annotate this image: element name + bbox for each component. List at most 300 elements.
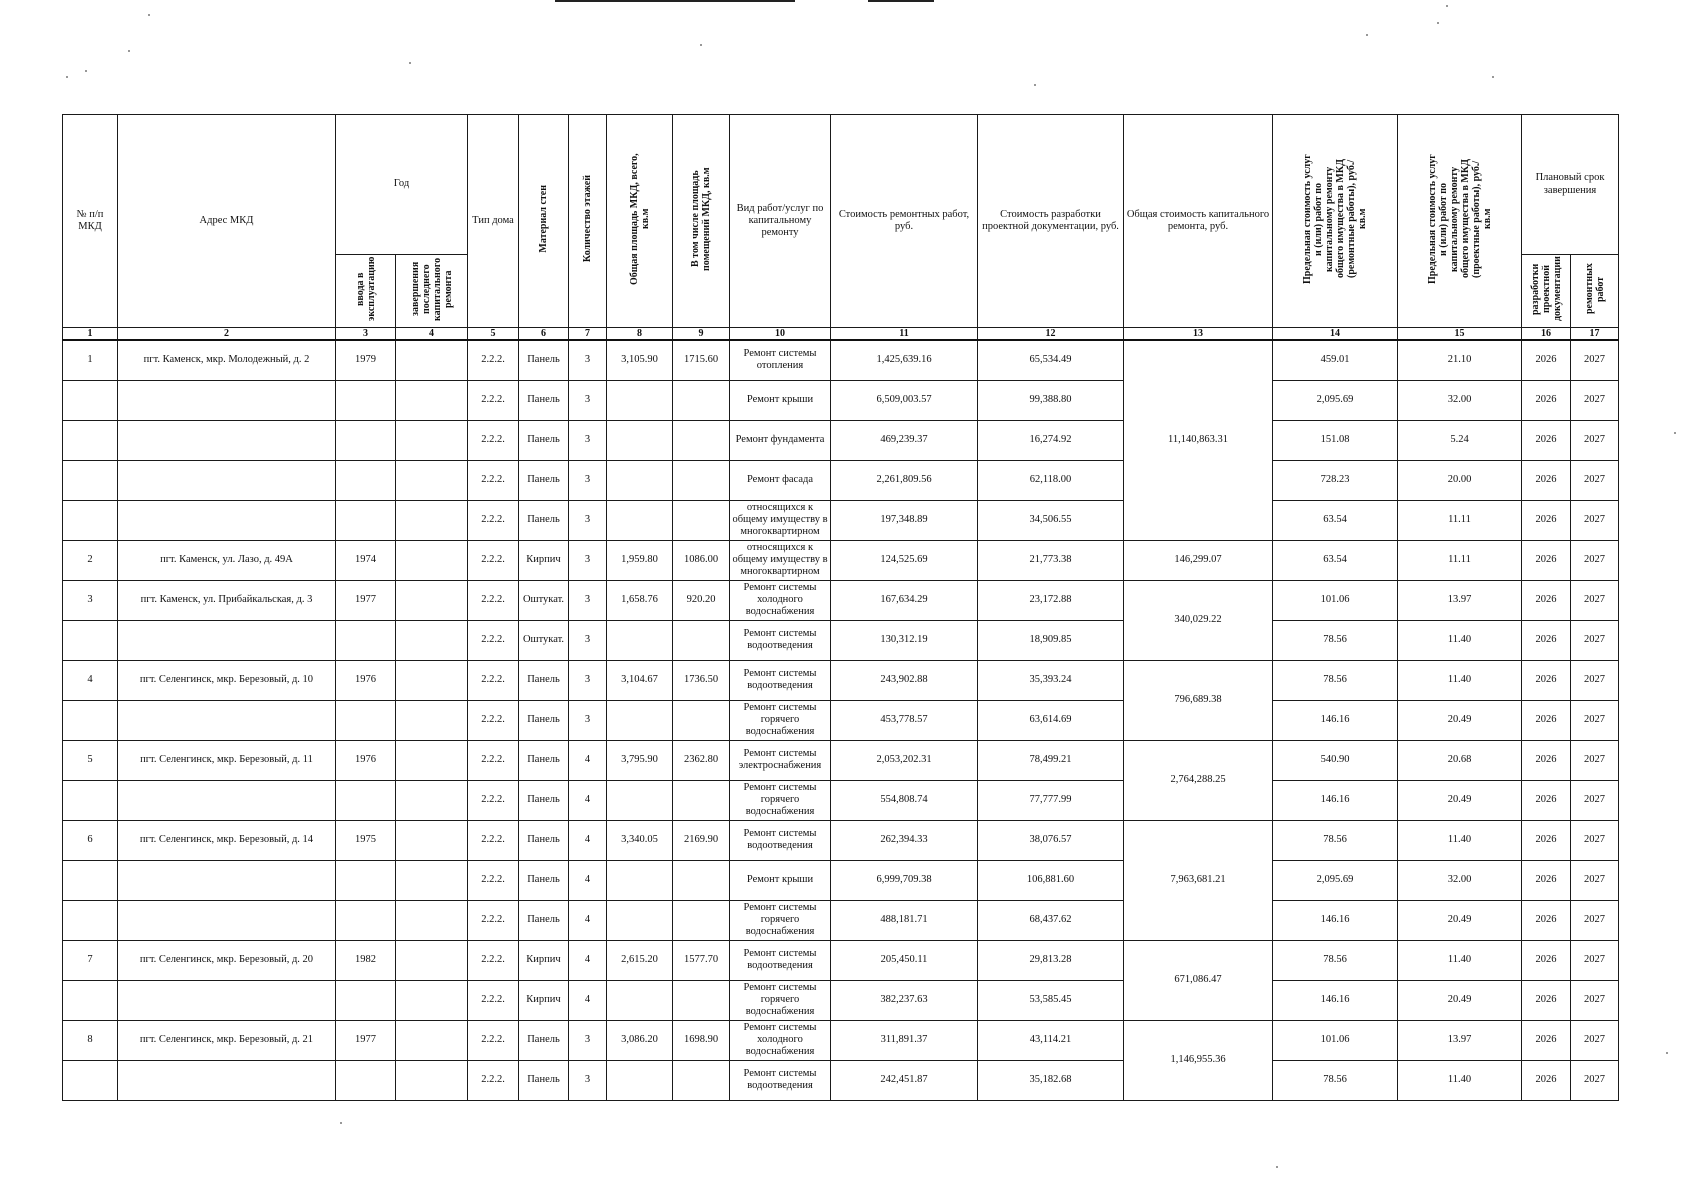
- work-type-cell: Ремонт фундамента: [730, 420, 831, 460]
- table-row: [63, 620, 1619, 660]
- work-type-cell: относящихся к общему имуществу в многоквартирном: [730, 540, 831, 580]
- year-last-repair-cell: [396, 1020, 468, 1060]
- col-number: 2: [118, 328, 336, 341]
- address-cell: пгт. Селенгинск, мкр. Березовый, д. 21: [118, 1020, 336, 1060]
- col-header-deadline-works: ремонтных работ: [1571, 255, 1619, 328]
- deadline-works-cell: 2027: [1571, 340, 1619, 380]
- col-header-year-last-repair: завершения последнего капитального ремонта: [396, 255, 468, 328]
- col-header-deadline-design: разработки проектной документации: [1522, 255, 1571, 328]
- total-cost-cell: 146,299.07: [1124, 540, 1273, 580]
- table-row: [63, 420, 1619, 460]
- wall-material-cell: Кирпич: [519, 540, 569, 580]
- col-header-work-type: Вид работ/услуг по капитальному ремонту: [730, 115, 831, 328]
- table-row: [63, 460, 1619, 500]
- floors-cell: 4: [569, 780, 607, 820]
- repair-cost-cell: 311,891.37: [831, 1020, 978, 1060]
- premises-area-cell: [673, 700, 730, 740]
- year-last-repair-cell: [396, 500, 468, 540]
- table-row: [63, 780, 1619, 820]
- limit-repair-cell: 146.16: [1273, 900, 1398, 940]
- total-cost-cell: 2,764,288.25: [1124, 740, 1273, 820]
- col-number: 12: [978, 328, 1124, 341]
- limit-repair-cell: 78.56: [1273, 660, 1398, 700]
- repair-cost-cell: 6,509,003.57: [831, 380, 978, 420]
- limit-repair-cell: 78.56: [1273, 940, 1398, 980]
- col-number: 1: [63, 328, 118, 341]
- house-type-cell: 2.2.2.: [468, 980, 519, 1020]
- work-type-cell: относящихся к общему имуществу в многоквартирном: [730, 500, 831, 540]
- scan-speck: [1366, 34, 1368, 36]
- scan-speck: [1674, 432, 1676, 434]
- year-last-repair-cell: [396, 660, 468, 700]
- wall-material-cell: Панель: [519, 500, 569, 540]
- limit-design-cell: 5.24: [1398, 420, 1522, 460]
- total-cost-cell: 796,689.38: [1124, 660, 1273, 740]
- total-area-cell: [607, 420, 673, 460]
- floors-cell: 3: [569, 540, 607, 580]
- limit-design-cell: 20.49: [1398, 980, 1522, 1020]
- year-commission-cell: [336, 380, 396, 420]
- deadline-design-cell: 2026: [1522, 420, 1571, 460]
- limit-repair-cell: 2,095.69: [1273, 860, 1398, 900]
- premises-area-cell: 1736.50: [673, 660, 730, 700]
- wall-material-cell: Панель: [519, 1020, 569, 1060]
- work-type-cell: Ремонт крыши: [730, 860, 831, 900]
- address-cell: пгт. Селенгинск, мкр. Березовый, д. 14: [118, 820, 336, 860]
- scan-speck: [85, 70, 87, 72]
- work-type-cell: Ремонт крыши: [730, 380, 831, 420]
- address-cell: пгт. Селенгинск, мкр. Березовый, д. 11: [118, 740, 336, 780]
- limit-design-cell: 21.10: [1398, 340, 1522, 380]
- total-area-cell: 1,959.80: [607, 540, 673, 580]
- deadline-design-cell: 2026: [1522, 660, 1571, 700]
- limit-repair-cell: 540.90: [1273, 740, 1398, 780]
- year-last-repair-cell: [396, 780, 468, 820]
- premises-area-cell: 2362.80: [673, 740, 730, 780]
- premises-area-cell: 1086.00: [673, 540, 730, 580]
- floors-cell: 4: [569, 860, 607, 900]
- wall-material-cell: Панель: [519, 340, 569, 380]
- col-number: 7: [569, 328, 607, 341]
- floors-cell: 3: [569, 620, 607, 660]
- wall-material-cell: Панель: [519, 860, 569, 900]
- limit-repair-cell: 146.16: [1273, 780, 1398, 820]
- scan-speck: [128, 50, 130, 52]
- year-last-repair-cell: [396, 1060, 468, 1100]
- premises-area-cell: 1698.90: [673, 1020, 730, 1060]
- row-number-cell: [63, 780, 118, 820]
- total-area-cell: [607, 700, 673, 740]
- design-cost-cell: 21,773.38: [978, 540, 1124, 580]
- deadline-works-cell: 2027: [1571, 980, 1619, 1020]
- address-cell: [118, 780, 336, 820]
- premises-area-cell: [673, 380, 730, 420]
- repair-cost-cell: 554,808.74: [831, 780, 978, 820]
- house-type-cell: 2.2.2.: [468, 340, 519, 380]
- limit-design-cell: 13.97: [1398, 1020, 1522, 1060]
- premises-area-cell: 2169.90: [673, 820, 730, 860]
- col-number: 3: [336, 328, 396, 341]
- year-commission-cell: [336, 460, 396, 500]
- work-type-cell: Ремонт фасада: [730, 460, 831, 500]
- row-number-cell: [63, 620, 118, 660]
- house-type-cell: 2.2.2.: [468, 540, 519, 580]
- year-commission-cell: [336, 420, 396, 460]
- wall-material-cell: Оштукат.: [519, 620, 569, 660]
- design-cost-cell: 38,076.57: [978, 820, 1124, 860]
- col-number: 8: [607, 328, 673, 341]
- floors-cell: 3: [569, 1060, 607, 1100]
- work-type-cell: Ремонт системы холодного водоснабжения: [730, 580, 831, 620]
- house-type-cell: 2.2.2.: [468, 860, 519, 900]
- total-area-cell: [607, 500, 673, 540]
- premises-area-cell: [673, 620, 730, 660]
- deadline-design-cell: 2026: [1522, 940, 1571, 980]
- table-row: [63, 900, 1619, 940]
- limit-repair-cell: 101.06: [1273, 1020, 1398, 1060]
- year-last-repair-cell: [396, 700, 468, 740]
- limit-design-cell: 11.40: [1398, 940, 1522, 980]
- repair-cost-cell: 130,312.19: [831, 620, 978, 660]
- deadline-works-cell: 2027: [1571, 620, 1619, 660]
- row-number-cell: [63, 900, 118, 940]
- total-area-cell: [607, 380, 673, 420]
- limit-design-cell: 11.40: [1398, 660, 1522, 700]
- deadline-works-cell: 2027: [1571, 740, 1619, 780]
- limit-design-cell: 20.49: [1398, 700, 1522, 740]
- floors-cell: 3: [569, 460, 607, 500]
- year-last-repair-cell: [396, 980, 468, 1020]
- total-cost-cell: 1,146,955.36: [1124, 1020, 1273, 1100]
- house-type-cell: 2.2.2.: [468, 700, 519, 740]
- work-type-cell: Ремонт системы отопления: [730, 340, 831, 380]
- house-type-cell: 2.2.2.: [468, 380, 519, 420]
- deadline-works-cell: 2027: [1571, 820, 1619, 860]
- deadline-design-cell: 2026: [1522, 700, 1571, 740]
- house-type-cell: 2.2.2.: [468, 940, 519, 980]
- table-row: [63, 660, 1619, 700]
- table-row: [63, 980, 1619, 1020]
- premises-area-cell: 920.20: [673, 580, 730, 620]
- design-cost-cell: 106,881.60: [978, 860, 1124, 900]
- scan-speck: [1034, 84, 1036, 86]
- deadline-design-cell: 2026: [1522, 620, 1571, 660]
- house-type-cell: 2.2.2.: [468, 900, 519, 940]
- deadline-design-cell: 2026: [1522, 460, 1571, 500]
- year-last-repair-cell: [396, 420, 468, 460]
- house-type-cell: 2.2.2.: [468, 820, 519, 860]
- total-cost-cell: 11,140,863.31: [1124, 340, 1273, 540]
- design-cost-cell: 99,388.80: [978, 380, 1124, 420]
- work-type-cell: Ремонт системы водоотведения: [730, 940, 831, 980]
- year-commission-cell: [336, 980, 396, 1020]
- col-header-house-type: Тип дома: [468, 115, 519, 328]
- address-cell: [118, 900, 336, 940]
- address-cell: [118, 620, 336, 660]
- scan-speck: [700, 44, 702, 46]
- limit-design-cell: 11.40: [1398, 820, 1522, 860]
- total-cost-cell: 7,963,681.21: [1124, 820, 1273, 940]
- house-type-cell: 2.2.2.: [468, 460, 519, 500]
- limit-design-cell: 11.40: [1398, 620, 1522, 660]
- row-number-cell: [63, 500, 118, 540]
- year-commission-cell: [336, 500, 396, 540]
- premises-area-cell: 1715.60: [673, 340, 730, 380]
- wall-material-cell: Панель: [519, 420, 569, 460]
- table-row: [63, 820, 1619, 860]
- limit-repair-cell: 2,095.69: [1273, 380, 1398, 420]
- limit-design-cell: 13.97: [1398, 580, 1522, 620]
- col-header-year-commission: ввода в эксплуатацию: [336, 255, 396, 328]
- limit-design-cell: 11.11: [1398, 540, 1522, 580]
- design-cost-cell: 53,585.45: [978, 980, 1124, 1020]
- work-type-cell: Ремонт системы водоотведения: [730, 620, 831, 660]
- year-commission-cell: 1979: [336, 340, 396, 380]
- deadline-design-cell: 2026: [1522, 780, 1571, 820]
- design-cost-cell: 63,614.69: [978, 700, 1124, 740]
- work-type-cell: Ремонт системы холодного водоснабжения: [730, 1020, 831, 1060]
- deadline-works-cell: 2027: [1571, 580, 1619, 620]
- deadline-works-cell: 2027: [1571, 660, 1619, 700]
- year-commission-cell: 1982: [336, 940, 396, 980]
- scan-speck: [1666, 1052, 1668, 1054]
- floors-cell: 4: [569, 900, 607, 940]
- address-cell: [118, 500, 336, 540]
- limit-repair-cell: 728.23: [1273, 460, 1398, 500]
- address-cell: пгт. Селенгинск, мкр. Березовый, д. 10: [118, 660, 336, 700]
- year-commission-cell: [336, 780, 396, 820]
- address-cell: пгт. Каменск, мкр. Молодежный, д. 2: [118, 340, 336, 380]
- scan-edge-mark: [868, 0, 934, 2]
- floors-cell: 3: [569, 1020, 607, 1060]
- total-area-cell: [607, 620, 673, 660]
- house-type-cell: 2.2.2.: [468, 740, 519, 780]
- total-area-cell: [607, 1060, 673, 1100]
- deadline-design-cell: 2026: [1522, 740, 1571, 780]
- col-header-repair-cost: Стоимость ремонтных работ, руб.: [831, 115, 978, 328]
- limit-repair-cell: 459.01: [1273, 340, 1398, 380]
- column-number-row: [63, 328, 1619, 341]
- deadline-works-cell: 2027: [1571, 420, 1619, 460]
- repair-cost-cell: 6,999,709.38: [831, 860, 978, 900]
- table-row: [63, 940, 1619, 980]
- limit-repair-cell: 78.56: [1273, 620, 1398, 660]
- design-cost-cell: 77,777.99: [978, 780, 1124, 820]
- design-cost-cell: 35,182.68: [978, 1060, 1124, 1100]
- col-header-year: Год: [336, 115, 468, 255]
- premises-area-cell: [673, 900, 730, 940]
- design-cost-cell: 68,437.62: [978, 900, 1124, 940]
- premises-area-cell: [673, 780, 730, 820]
- house-type-cell: 2.2.2.: [468, 580, 519, 620]
- deadline-design-cell: 2026: [1522, 860, 1571, 900]
- row-number-cell: [63, 1060, 118, 1100]
- row-number-cell: [63, 460, 118, 500]
- repair-cost-cell: 382,237.63: [831, 980, 978, 1020]
- total-area-cell: [607, 780, 673, 820]
- deadline-design-cell: 2026: [1522, 900, 1571, 940]
- address-cell: [118, 860, 336, 900]
- work-type-cell: Ремонт системы водоотведения: [730, 660, 831, 700]
- premises-area-cell: [673, 980, 730, 1020]
- deadline-works-cell: 2027: [1571, 500, 1619, 540]
- address-cell: [118, 1060, 336, 1100]
- deadline-works-cell: 2027: [1571, 900, 1619, 940]
- wall-material-cell: Панель: [519, 380, 569, 420]
- col-header-design-cost: Стоимость разработки проектной документации, руб.: [978, 115, 1124, 328]
- repair-cost-cell: 2,053,202.31: [831, 740, 978, 780]
- design-cost-cell: 78,499.21: [978, 740, 1124, 780]
- work-type-cell: Ремонт системы водоотведения: [730, 820, 831, 860]
- total-area-cell: [607, 900, 673, 940]
- capital-repair-table: [62, 114, 1619, 1101]
- col-header-floors: Количество этажей: [569, 115, 607, 328]
- address-cell: [118, 700, 336, 740]
- year-last-repair-cell: [396, 620, 468, 660]
- col-number: 10: [730, 328, 831, 341]
- house-type-cell: 2.2.2.: [468, 660, 519, 700]
- limit-repair-cell: 151.08: [1273, 420, 1398, 460]
- col-header-total-area: Общая площадь МКД, всего, кв.м: [607, 115, 673, 328]
- limit-design-cell: 20.49: [1398, 900, 1522, 940]
- table-row: [63, 500, 1619, 540]
- house-type-cell: 2.2.2.: [468, 1060, 519, 1100]
- work-type-cell: Ремонт системы водоотведения: [730, 1060, 831, 1100]
- house-type-cell: 2.2.2.: [468, 500, 519, 540]
- table-row: [63, 1060, 1619, 1100]
- floors-cell: 4: [569, 820, 607, 860]
- deadline-works-cell: 2027: [1571, 380, 1619, 420]
- year-last-repair-cell: [396, 820, 468, 860]
- scan-speck: [1276, 1166, 1278, 1168]
- table-row: [63, 860, 1619, 900]
- year-last-repair-cell: [396, 900, 468, 940]
- house-type-cell: 2.2.2.: [468, 780, 519, 820]
- row-number-cell: 7: [63, 940, 118, 980]
- repair-cost-cell: 453,778.57: [831, 700, 978, 740]
- table-row: [63, 1020, 1619, 1060]
- scan-speck: [1437, 22, 1439, 24]
- limit-design-cell: 32.00: [1398, 380, 1522, 420]
- wall-material-cell: Панель: [519, 460, 569, 500]
- address-cell: [118, 460, 336, 500]
- col-number: 14: [1273, 328, 1398, 341]
- design-cost-cell: 62,118.00: [978, 460, 1124, 500]
- table-row: [63, 540, 1619, 580]
- deadline-works-cell: 2027: [1571, 1020, 1619, 1060]
- scan-speck: [1446, 5, 1448, 7]
- deadline-works-cell: 2027: [1571, 860, 1619, 900]
- row-number-cell: [63, 860, 118, 900]
- floors-cell: 3: [569, 660, 607, 700]
- limit-repair-cell: 63.54: [1273, 500, 1398, 540]
- floors-cell: 3: [569, 380, 607, 420]
- design-cost-cell: 34,506.55: [978, 500, 1124, 540]
- address-cell: [118, 980, 336, 1020]
- work-type-cell: Ремонт системы электроснабжения: [730, 740, 831, 780]
- floors-cell: 3: [569, 580, 607, 620]
- premises-area-cell: 1577.70: [673, 940, 730, 980]
- total-area-cell: [607, 460, 673, 500]
- limit-repair-cell: 146.16: [1273, 980, 1398, 1020]
- col-header-total-cost: Общая стоимость капитального ремонта, руб.: [1124, 115, 1273, 328]
- table-row: [63, 740, 1619, 780]
- total-area-cell: 3,795.90: [607, 740, 673, 780]
- row-number-cell: 3: [63, 580, 118, 620]
- limit-design-cell: 32.00: [1398, 860, 1522, 900]
- design-cost-cell: 65,534.49: [978, 340, 1124, 380]
- col-number: 17: [1571, 328, 1619, 341]
- year-last-repair-cell: [396, 540, 468, 580]
- work-type-cell: Ремонт системы горячего водоснабжения: [730, 980, 831, 1020]
- wall-material-cell: Панель: [519, 1060, 569, 1100]
- year-commission-cell: 1974: [336, 540, 396, 580]
- limit-repair-cell: 146.16: [1273, 700, 1398, 740]
- row-number-cell: 2: [63, 540, 118, 580]
- col-number: 15: [1398, 328, 1522, 341]
- total-cost-cell: 671,086.47: [1124, 940, 1273, 1020]
- total-area-cell: 1,658.76: [607, 580, 673, 620]
- wall-material-cell: Панель: [519, 900, 569, 940]
- deadline-design-cell: 2026: [1522, 380, 1571, 420]
- design-cost-cell: 23,172.88: [978, 580, 1124, 620]
- deadline-works-cell: 2027: [1571, 540, 1619, 580]
- col-header-wall-material: Материал стен: [519, 115, 569, 328]
- scan-speck: [66, 76, 68, 78]
- col-number: 16: [1522, 328, 1571, 341]
- floors-cell: 3: [569, 340, 607, 380]
- floors-cell: 4: [569, 980, 607, 1020]
- repair-cost-cell: 469,239.37: [831, 420, 978, 460]
- floors-cell: 4: [569, 740, 607, 780]
- year-commission-cell: [336, 860, 396, 900]
- wall-material-cell: Панель: [519, 660, 569, 700]
- total-area-cell: [607, 860, 673, 900]
- repair-cost-cell: 167,634.29: [831, 580, 978, 620]
- col-header-deadline: Плановый срок завершения: [1522, 115, 1619, 255]
- repair-cost-cell: 242,451.87: [831, 1060, 978, 1100]
- scan-speck: [409, 62, 411, 64]
- deadline-design-cell: 2026: [1522, 500, 1571, 540]
- repair-cost-cell: 1,425,639.16: [831, 340, 978, 380]
- floors-cell: 4: [569, 940, 607, 980]
- deadline-design-cell: 2026: [1522, 340, 1571, 380]
- table-row: [63, 340, 1619, 380]
- address-cell: пгт. Каменск, ул. Прибайкальская, д. 3: [118, 580, 336, 620]
- row-number-cell: 5: [63, 740, 118, 780]
- limit-design-cell: 20.49: [1398, 780, 1522, 820]
- floors-cell: 3: [569, 420, 607, 460]
- year-last-repair-cell: [396, 940, 468, 980]
- row-number-cell: 6: [63, 820, 118, 860]
- deadline-works-cell: 2027: [1571, 940, 1619, 980]
- col-header-limit-design: Предельная стоимость услуг и (или) работ по капитальному ремонту общего имущества в МКД (проектные работы), руб./кв.м: [1398, 115, 1522, 328]
- house-type-cell: 2.2.2.: [468, 620, 519, 660]
- year-last-repair-cell: [396, 460, 468, 500]
- repair-cost-cell: 197,348.89: [831, 500, 978, 540]
- table-row: [63, 700, 1619, 740]
- year-commission-cell: 1976: [336, 740, 396, 780]
- year-last-repair-cell: [396, 740, 468, 780]
- col-header-premises-area: В том числе площадь помещений МКД, кв.м: [673, 115, 730, 328]
- premises-area-cell: [673, 460, 730, 500]
- table-row: [63, 380, 1619, 420]
- row-number-cell: 8: [63, 1020, 118, 1060]
- row-number-cell: 4: [63, 660, 118, 700]
- year-commission-cell: [336, 900, 396, 940]
- row-number-cell: [63, 980, 118, 1020]
- wall-material-cell: Панель: [519, 700, 569, 740]
